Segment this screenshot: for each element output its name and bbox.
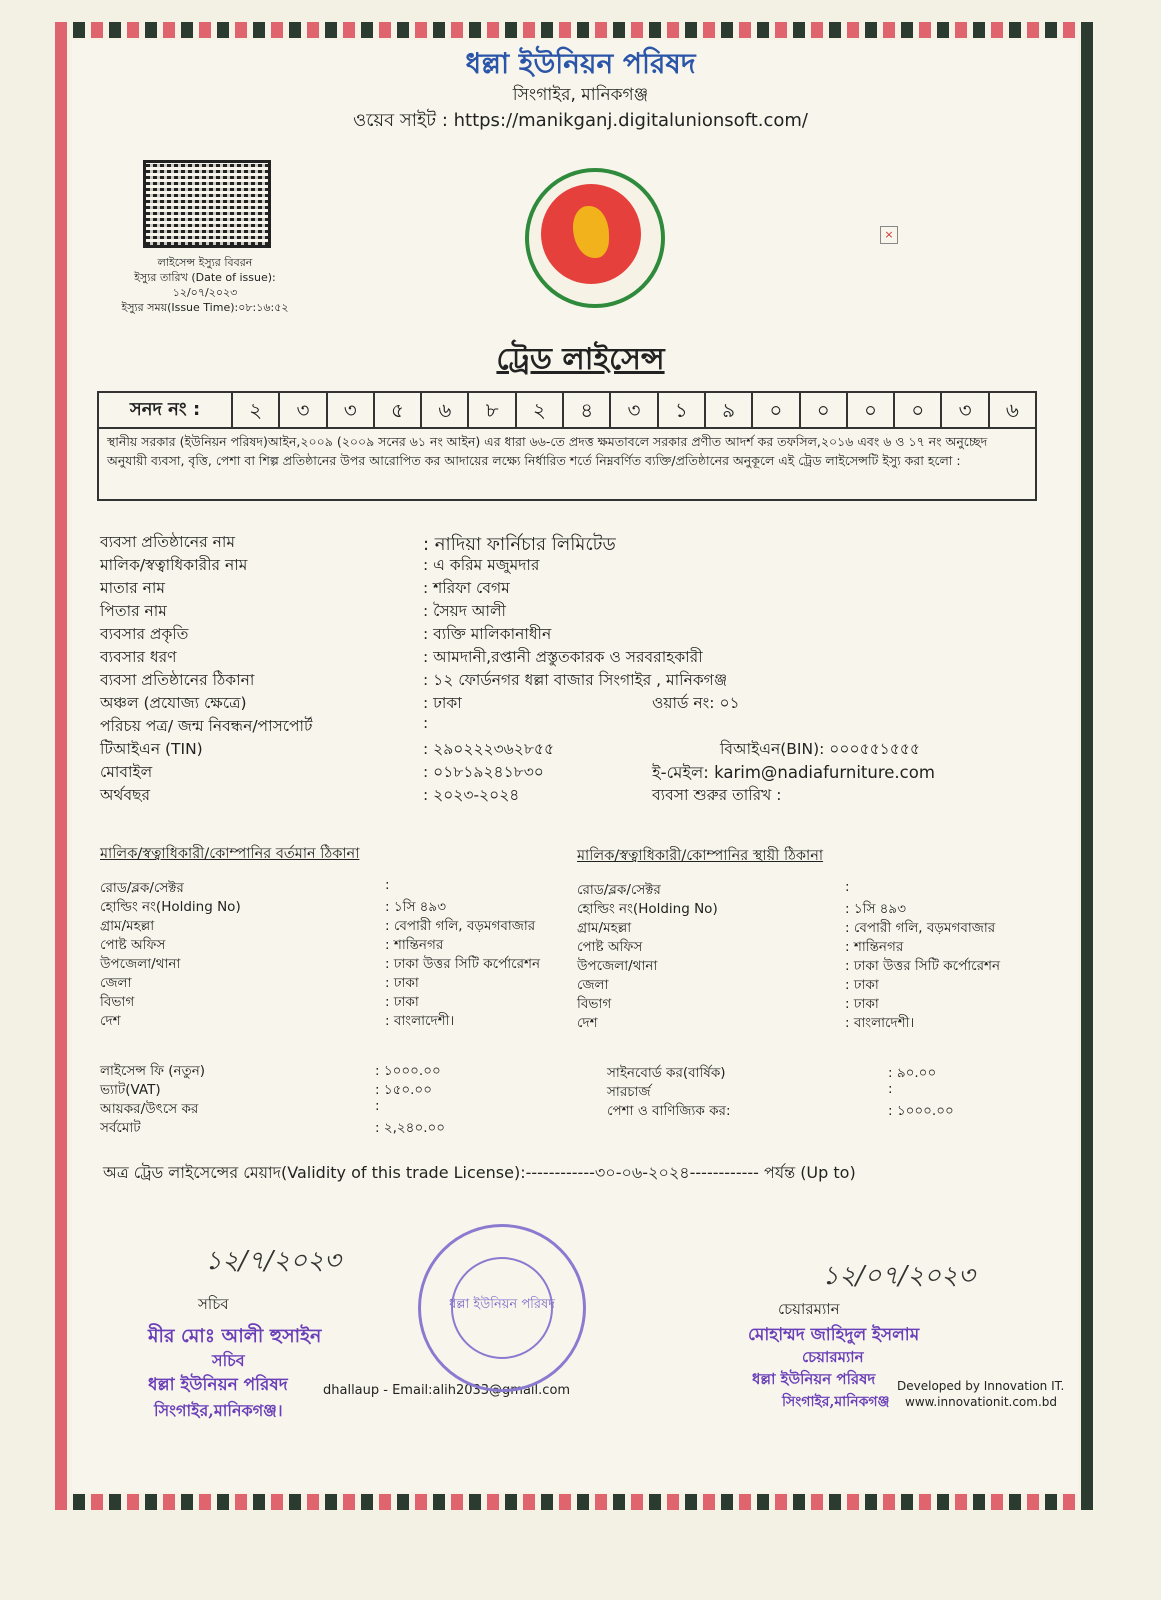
- fee-value: :: [888, 1081, 893, 1097]
- fee-value: :: [375, 1098, 380, 1114]
- fee-label: সর্বমোট: [100, 1120, 141, 1136]
- fee-label: ভ্যাট(VAT): [100, 1082, 161, 1098]
- address-value: : বাংলাদেশী।: [845, 1015, 915, 1031]
- sanad-digit: ৯: [706, 393, 753, 427]
- developer-credit: [897, 1378, 1064, 1410]
- issue-date-label: ইস্যুর তারিখ (Date of issue):: [134, 271, 276, 284]
- fee-label: পেশা ও বাণিজ্যিক কর:: [607, 1103, 731, 1119]
- government-emblem-icon: [525, 168, 665, 308]
- sanad-digit: ০: [753, 393, 800, 427]
- detail-label: ব্যবসার ধরণ: [100, 648, 177, 666]
- detail-value: : এ করিম মজুমদার: [423, 556, 540, 574]
- fee-value: : ৯০.০০: [888, 1065, 937, 1081]
- sanad-label: সনদ নং :: [99, 393, 233, 427]
- address-label: গ্রাম/মহল্লা: [577, 920, 632, 936]
- address-label: দেশ: [577, 1015, 598, 1031]
- detail-value: : ০১৮১৯২৪১৮৩০: [423, 763, 544, 781]
- secretary-stamp-org: ধল্লা ইউনিয়ন পরিষদ: [148, 1375, 288, 1395]
- address-value: : ঢাকা উত্তর সিটি কর্পোরেশন: [385, 956, 541, 972]
- secretary-role: সচিব: [198, 1295, 229, 1313]
- chairman-stamp-name: মোহাম্মদ জাহিদুল ইসলাম: [748, 1325, 920, 1345]
- business-start-date: ব্যবসা শুরুর তারিখ :: [652, 786, 782, 804]
- union-location: সিংগাইর, মানিকগঞ্জ: [512, 85, 649, 105]
- address-label: পোষ্ট অফিস: [100, 937, 166, 953]
- union-title: ধল্লা ইউনিয়ন পরিষদ: [465, 47, 696, 80]
- detail-value: :: [423, 714, 429, 732]
- detail-label: ব্যবসা প্রতিষ্ঠানের ঠিকানা: [100, 671, 255, 689]
- detail-value: : শরিফা বেগম: [423, 579, 510, 597]
- secretary-stamp-place: সিংগাইর,মানিকগঞ্জ।: [154, 1401, 283, 1420]
- address-value: : ঢাকা উত্তর সিটি কর্পোরেশন: [845, 958, 1001, 974]
- sanad-digit: ২: [517, 393, 564, 427]
- sanad-digit: ০: [801, 393, 848, 427]
- sanad-digit: ৮: [469, 393, 516, 427]
- detail-label: মালিক/স্বত্বাধিকারীর নাম: [100, 556, 248, 574]
- detail-value: : আমদানী,রপ্তানী প্রস্তুতকারক ও সরবরাহকারী: [423, 648, 703, 666]
- address-label: হোল্ডিং নং(Holding No): [577, 901, 718, 917]
- developer-name: Developed by Innovation IT.: [897, 1379, 1065, 1393]
- address-label: দেশ: [100, 1013, 121, 1029]
- sanad-digit: ৬: [422, 393, 469, 427]
- detail-value: : ২০২৩-২০২৪: [423, 786, 520, 804]
- sanad-digit: ৩: [328, 393, 375, 427]
- fee-label: সাইনবোর্ড কর(বার্ষিক): [607, 1065, 726, 1081]
- address-label: বিভাগ: [100, 994, 135, 1010]
- address-label: বিভাগ: [577, 996, 612, 1012]
- address-label: জেলা: [577, 977, 609, 993]
- chairman-role: চেয়ারম্যান: [778, 1300, 840, 1318]
- seal-text: ধল্লা ইউনিয়ন পরিষদ: [448, 1297, 556, 1312]
- address-label: রোড/ব্লক/সেক্টর: [577, 882, 661, 898]
- address-label: উপজেলা/থানা: [577, 958, 658, 974]
- sanad-digit: ৩: [611, 393, 658, 427]
- secretary-contact: dhallaup - Email:alih2033@gmail.com: [323, 1383, 571, 1398]
- detail-value: : সৈয়দ আলী: [423, 602, 506, 620]
- permanent-address-heading: মালিক/স্বত্বাধিকারী/কোম্পানির স্থায়ী ঠিকানা: [577, 848, 824, 864]
- detail-label: ব্যবসার প্রকৃতি: [100, 625, 189, 643]
- detail-label: পরিচয় পত্র/ জন্ম নিবন্ধন/পাসপোর্ট: [100, 717, 313, 735]
- secretary-stamp-role: সচিব: [212, 1351, 245, 1370]
- address-value: : ঢাকা: [845, 996, 879, 1012]
- fee-value: : ১৫০.০০: [375, 1082, 432, 1098]
- address-value: : ঢাকা: [385, 994, 419, 1010]
- address-value: : শান্তিনগর: [385, 937, 444, 953]
- address-value: :: [845, 879, 850, 895]
- address-label: গ্রাম/মহল্লা: [100, 918, 155, 934]
- fee-value: : ১০০০.০০: [888, 1103, 954, 1119]
- fee-value: : ১০০০.০০: [375, 1063, 441, 1079]
- fee-label: সারচার্জ: [607, 1084, 651, 1100]
- fee-label: লাইসেন্স ফি (নতুন): [100, 1063, 206, 1079]
- address-value: :: [385, 877, 390, 893]
- address-value: : বেপারী গলি, বড়মগবাজার: [845, 920, 996, 936]
- broken-image-icon: ×: [880, 226, 898, 244]
- address-label: জেলা: [100, 975, 132, 991]
- issue-heading: লাইসেন্স ইস্যুর বিবরন: [157, 256, 253, 269]
- issue-info: [105, 255, 305, 315]
- secretary-signature: ১২/৭/২০২৩: [205, 1246, 341, 1276]
- fee-label: আয়কর/উৎসে কর: [100, 1101, 199, 1117]
- sanad-digit: ৫: [375, 393, 422, 427]
- chairman-stamp-place: সিংগাইর,মানিকগঞ্জ: [782, 1394, 890, 1410]
- detail-label: মাতার নাম: [100, 579, 166, 597]
- qr-code-icon[interactable]: [143, 160, 271, 248]
- sanad-digit: ২: [233, 393, 280, 427]
- address-label: হোল্ডিং নং(Holding No): [100, 899, 241, 915]
- address-value: : ১সি ৪৯৩: [385, 899, 446, 915]
- website-link[interactable]: ওয়েব সাইট : https://manikganj.digitalunionsoft.com/: [353, 110, 808, 131]
- detail-label: ব্যবসা প্রতিষ্ঠানের নাম: [100, 533, 235, 551]
- document-title: ট্রেড লাইসেন্স: [496, 342, 665, 377]
- sanad-box: [97, 391, 1037, 501]
- sanad-digit: ৬: [1005, 398, 1019, 422]
- detail-label: টিআইএন (TIN): [100, 740, 203, 758]
- address-label: উপজেলা/থানা: [100, 956, 181, 972]
- address-label: পোষ্ট অফিস: [577, 939, 643, 955]
- sanad-legal-text: স্থানীয় সরকার (ইউনিয়ন পরিষদ)আইন,২০০৯ (২০০৯ সনের ৬১ নং আইন) এর ধারা ৬৬-তে প্রদত্ত ক্ষমতাবলে সরকার প্রণীত আদর্শ কর তফসিল,২০১৬ এবং ৬ ও ১৭ নং অনুচ্ছেদ অনুযায়ী ব্যবসা, বৃত্তি, পেশা বা শিল্প প্রতিষ্ঠানের উপর আরোপিত কর আদায়ের লক্ষ্যে নির্ধারিত শর্তে নিম্নবর্ণিত ব্যক্তি/প্রতিষ্ঠানের অনুকূলে এই ট্রেড লাইসেন্সটি ইস্যু করা হলো :: [107, 434, 988, 468]
- detail-label: অঞ্চল (প্রযোজ্য ক্ষেত্রে): [100, 694, 247, 712]
- address-value: : ১সি ৪৯৩: [845, 901, 906, 917]
- detail-value: : ঢাকা: [423, 694, 462, 712]
- issue-time: ইস্যুর সময়(Issue Time):০৮:১৬:৫২: [121, 301, 289, 314]
- sanad-digit: ১: [659, 393, 706, 427]
- address-value: : বেপারী গলি, বড়মগবাজার: [385, 918, 536, 934]
- detail-label: পিতার নাম: [100, 602, 167, 620]
- present-address-heading: মালিক/স্বত্বাধিকারী/কোম্পানির বর্তমান ঠিকানা: [100, 846, 360, 862]
- chairman-stamp-role: চেয়ারম্যান: [802, 1348, 864, 1366]
- email-address[interactable]: ই-মেইল: karim@nadiafurniture.com: [652, 763, 935, 782]
- address-value: : শান্তিনগর: [845, 939, 904, 955]
- sanad-digit: ৪: [564, 393, 611, 427]
- address-value: : বাংলাদেশী।: [385, 1013, 455, 1029]
- detail-value: : ১২ ফোর্ডনগর ধল্লা বাজার সিংগাইর , মানিকগঞ্জ: [423, 671, 728, 689]
- detail-value: : ব্যক্তি মালিকানাধীন: [423, 625, 552, 643]
- union-seal-icon: [418, 1224, 586, 1392]
- bin-number: বিআইএন(BIN): ০০০৫৫১৫৫৫: [720, 740, 920, 758]
- address-value: : ঢাকা: [845, 977, 879, 993]
- detail-value: : ২৯০২২২৩৬২৮৫৫: [423, 740, 555, 758]
- address-value: : ঢাকা: [385, 975, 419, 991]
- sanad-digit: ০: [848, 393, 895, 427]
- sanad-number-row: [99, 393, 1035, 429]
- detail-label: মোবাইল: [100, 763, 153, 781]
- fee-value: : ২,২৪০.০০: [375, 1120, 446, 1136]
- sanad-digit: ৩: [280, 393, 327, 427]
- address-label: রোড/ব্লক/সেক্টর: [100, 880, 184, 896]
- validity-line: অত্র ট্রেড লাইসেন্সের মেয়াদ(Validity of this trade License):------------৩০-০৬-২০২৪------------ পর্যন্ত (Up to): [103, 1163, 856, 1182]
- chairman-signature: ১২/০৭/২০২৩: [822, 1261, 975, 1291]
- developer-url[interactable]: www.innovationit.com.bd: [905, 1395, 1058, 1409]
- detail-label: অর্থবছর: [100, 786, 151, 804]
- detail-value: : নাদিয়া ফার্নিচার লিমিটেড: [423, 534, 616, 555]
- secretary-stamp-name: মীর মোঃ আলী হুসাইন: [148, 1325, 322, 1347]
- ward-number: ওয়ার্ড নং: ০১: [652, 694, 740, 712]
- sanad-digit: ৩: [942, 393, 989, 427]
- chairman-stamp-org: ধল্লা ইউনিয়ন পরিষদ: [752, 1370, 876, 1388]
- sanad-digit: ০: [895, 393, 942, 427]
- issue-date: ১২/০৭/২০২৩: [172, 286, 238, 299]
